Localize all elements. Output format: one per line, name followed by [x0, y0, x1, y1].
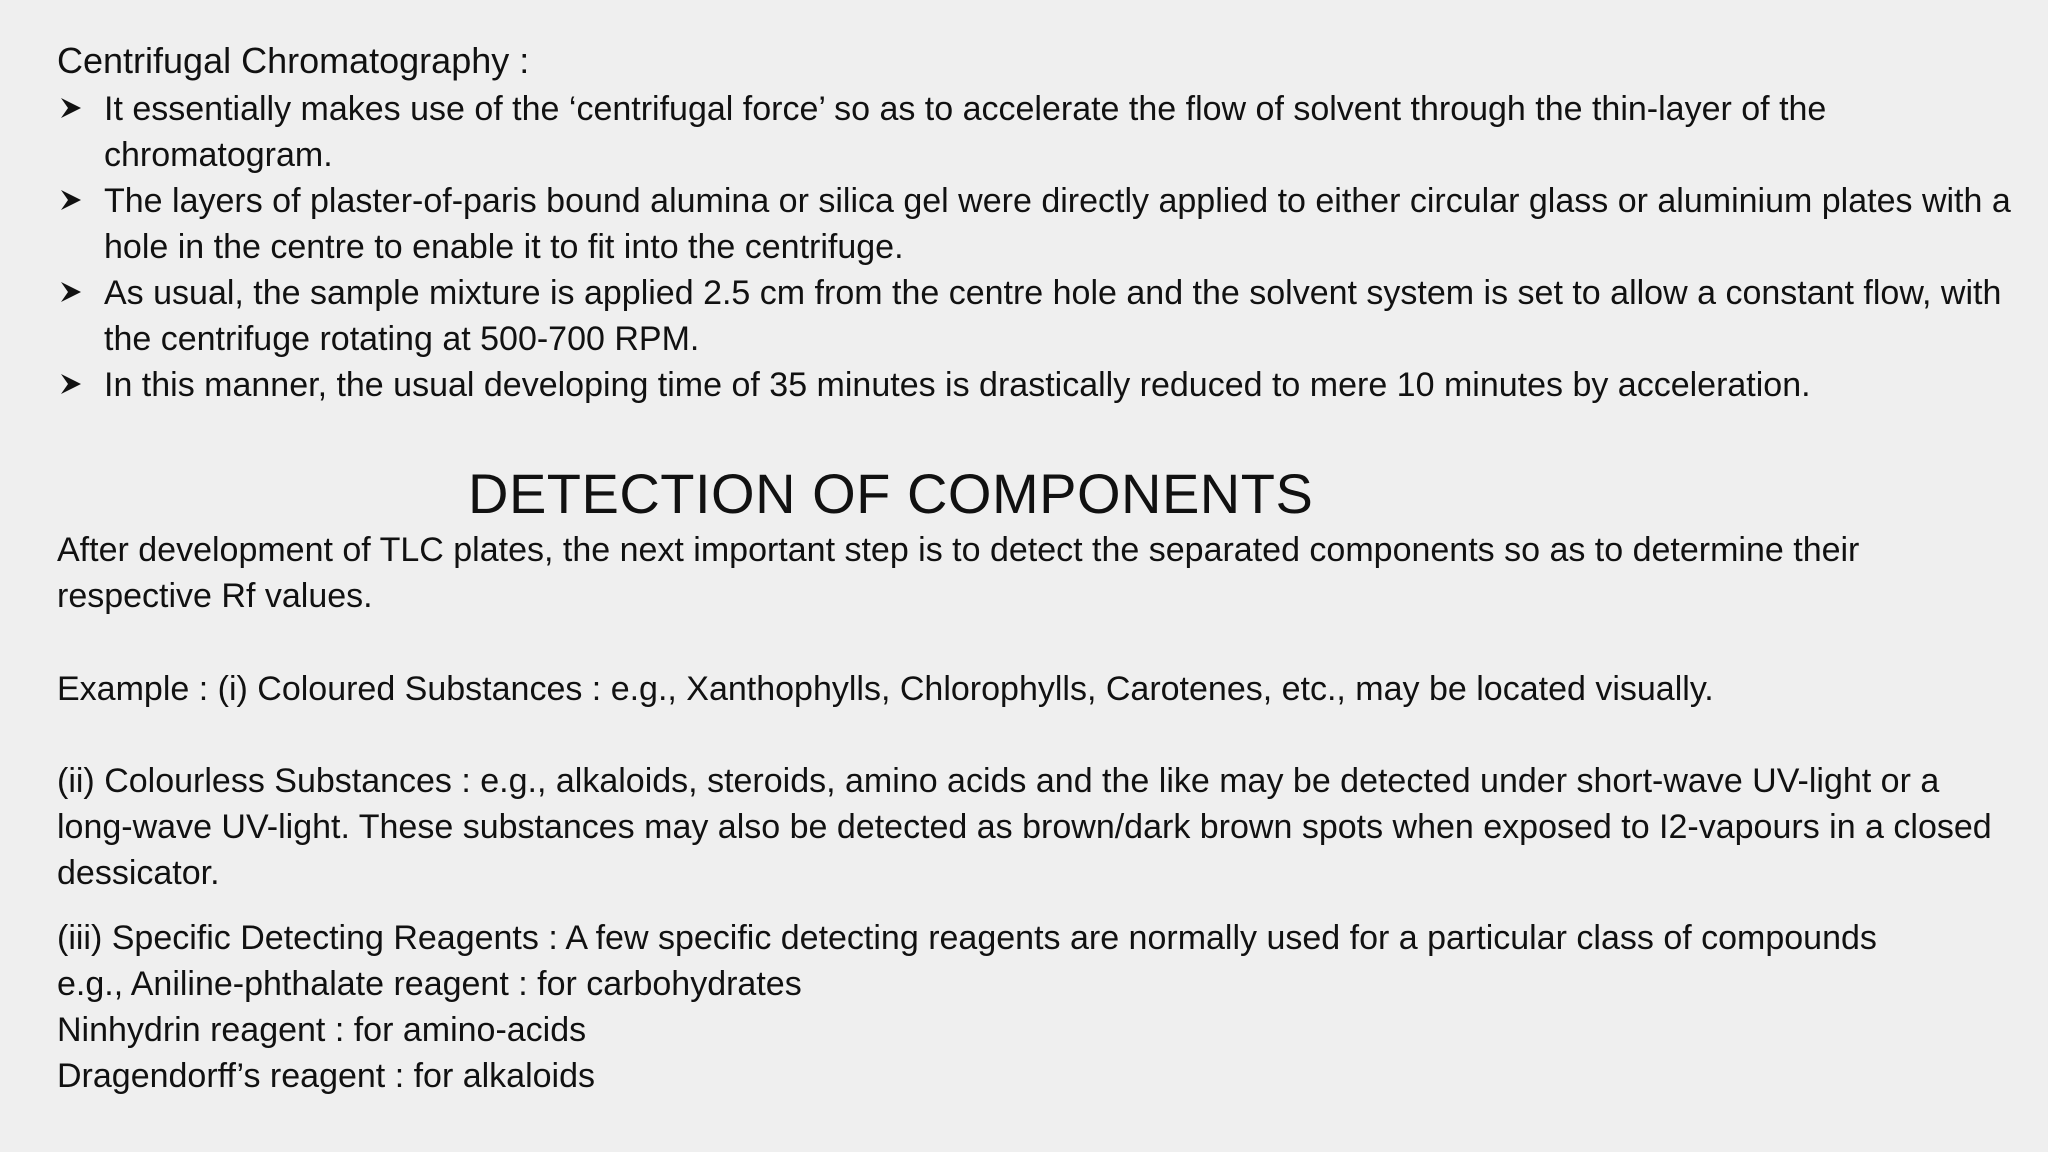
bullet-item — [57, 86, 2017, 178]
reagent-dragendorff: Dragendorff’s reagent : for alkaloids — [57, 1057, 596, 1095]
bullet-list — [57, 86, 2017, 408]
bullet-item — [57, 178, 2017, 270]
section-heading: Centrifugal Chromatography : — [57, 40, 530, 81]
example-specific-reagents — [57, 915, 2017, 1099]
detection-intro: After development of TLC plates, the next important step is to detect the separated components so as to determine their respective Rf values. — [57, 531, 1860, 615]
arrowhead-bullet-icon — [57, 362, 87, 408]
bullet-text: As usual, the sample mixture is applied 2.5 cm from the centre hole and the solvent system is set to allow a constant flow, with the centrifuge rotating at 500-700 RPM. — [104, 274, 2002, 358]
reagent-ninhydrin: Ninhydrin reagent : for amino-acids — [57, 1011, 587, 1049]
example-colourless-substances: (ii) Colourless Substances : e.g., alkaloids, steroids, amino acids and the like may be detected under short-wave UV-light or a long-wave UV-light. These substances may also be detected as brown/dark brown spots when exposed to I2-vapours in a closed dessicator. — [57, 762, 1992, 892]
specific-reagents-line: (iii) Specific Detecting Reagents : A few specific detecting reagents are normally used for a particular class of compounds — [57, 919, 1877, 957]
bullet-text: It essentially makes use of the ‘centrifugal force’ so as to accelerate the flow of solvent through the thin-layer of the chromatogram. — [104, 90, 1827, 174]
bullet-item — [57, 270, 2017, 362]
bullet-text: The layers of plaster-of-paris bound alumina or silica gel were directly applied to either circular glass or aluminium plates with a hole in the centre to enable it to fit into the centrifuge. — [104, 182, 2011, 266]
arrowhead-bullet-icon — [57, 86, 87, 132]
example-coloured-substances: Example : (i) Coloured Substances : e.g., Xanthophylls, Chlorophylls, Carotenes, etc., may be located visually. — [57, 670, 1714, 708]
detection-title: DETECTION OF COMPONENTS — [468, 462, 1314, 525]
bullet-text: In this manner, the usual developing time of 35 minutes is drastically reduced to mere 10 minutes by acceleration. — [104, 366, 1811, 404]
arrowhead-bullet-icon — [57, 178, 87, 224]
bullet-item — [57, 362, 2017, 408]
arrowhead-bullet-icon — [57, 270, 87, 316]
reagent-aniline-phthalate: e.g., Aniline-phthalate reagent : for carbohydrates — [57, 965, 802, 1003]
